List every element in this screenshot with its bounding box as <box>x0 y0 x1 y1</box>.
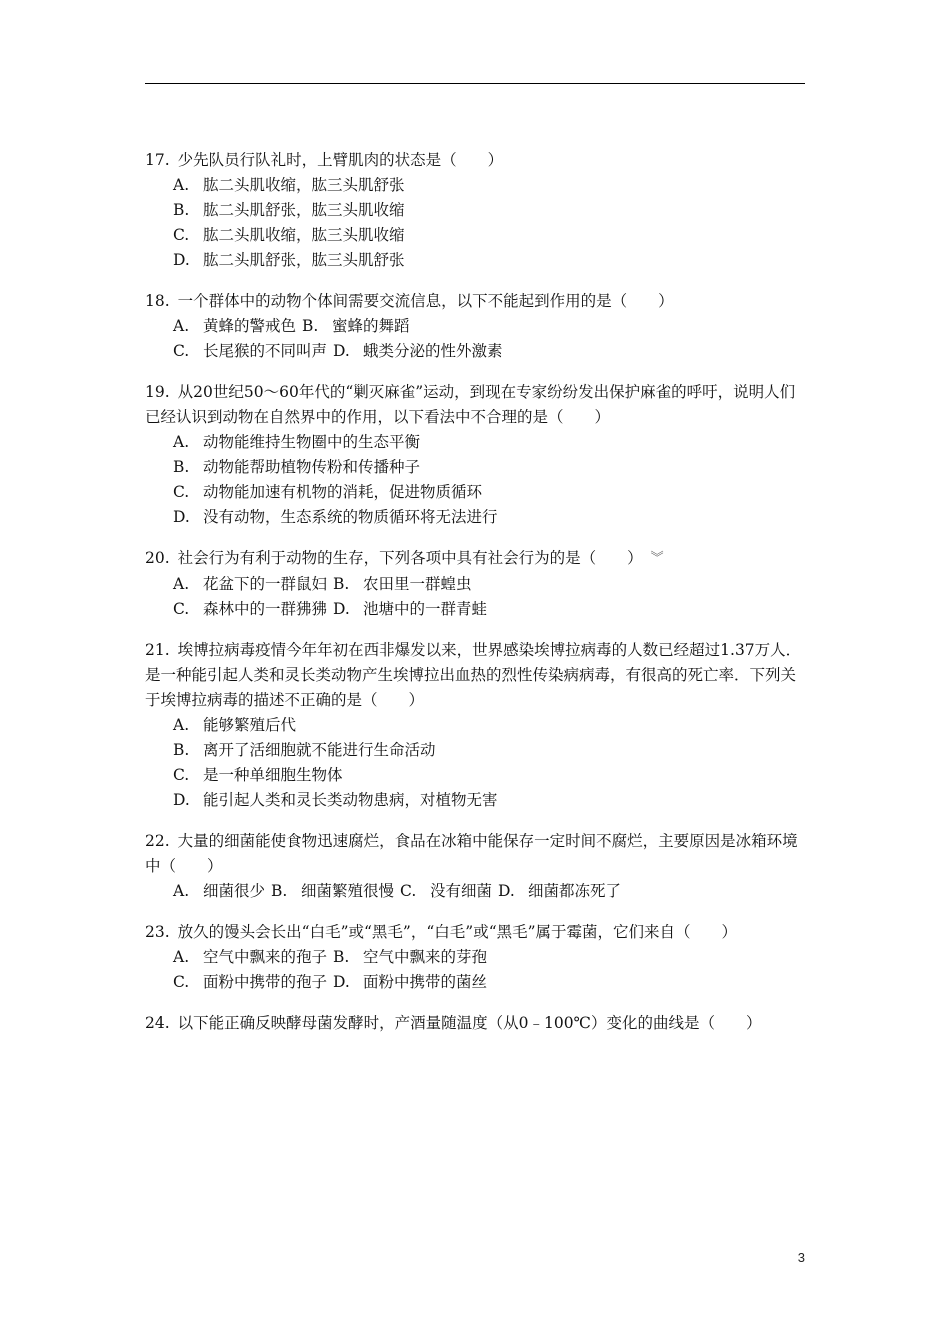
option-letter: B. <box>302 317 319 335</box>
question-item <box>145 920 810 995</box>
question-text: 少先队员行队礼时，上臂肌肉的状态是（ ） <box>177 151 504 169</box>
option-row <box>173 480 810 505</box>
option-letter: D. <box>173 251 190 269</box>
option-text: 池塘中的一群青蛙 <box>363 600 488 618</box>
option-text: 肱二头肌舒张，肱三头肌舒张 <box>203 251 405 269</box>
option-letter: A. <box>173 948 190 966</box>
question-item <box>145 829 810 904</box>
option-text: 肱二头肌收缩，肱三头肌收缩 <box>203 226 405 244</box>
question-text: 社会行为有利于动物的生存，下列各项中具有社会行为的是（ ） <box>177 549 643 567</box>
option-letter: D. <box>173 791 190 809</box>
option-row <box>173 455 810 480</box>
option-row <box>173 763 810 788</box>
question-number: 19. <box>145 383 170 401</box>
option-row <box>173 339 810 364</box>
option-letter: D. <box>333 600 350 618</box>
question-text: 放久的馒头会长出“白毛”或“黑毛”，“白毛”或“黑毛”属于霉菌，它们来自（ ） <box>177 923 738 941</box>
option-row <box>173 945 810 970</box>
option-text: 农田里一群蝗虫 <box>363 575 472 593</box>
question-stem <box>145 380 810 430</box>
question-number: 17. <box>145 151 170 169</box>
option-text: 是一种单细胞生物体 <box>203 766 343 784</box>
option-row <box>173 970 810 995</box>
option-letter: D. <box>333 342 350 360</box>
option-text: 能够繁殖后代 <box>203 716 297 734</box>
option-text: 动物能维持生物圈中的生态平衡 <box>203 433 421 451</box>
option-letter: B. <box>333 575 350 593</box>
question-stem <box>145 1011 810 1036</box>
question-number: 18. <box>145 292 170 310</box>
question-item <box>145 546 810 622</box>
option-text: 长尾猴的不同叫声 <box>203 342 328 360</box>
question-number: 23. <box>145 923 170 941</box>
question-item <box>145 380 810 530</box>
option-letter: C. <box>173 766 190 784</box>
question-stem <box>145 546 810 572</box>
option-letter: B. <box>333 948 350 966</box>
option-letter: C. <box>173 226 190 244</box>
option-text: 花盆下的一群鼠妇 <box>203 575 328 593</box>
option-text: 肱二头肌收缩，肱三头肌舒张 <box>203 176 405 194</box>
option-letter: C. <box>173 483 190 501</box>
option-text: 黄蜂的警戒色 <box>203 317 297 335</box>
option-letter: A. <box>173 433 190 451</box>
option-row <box>173 879 810 904</box>
question-item <box>145 1011 810 1036</box>
option-text: 没有细菌 <box>430 882 493 900</box>
option-row <box>173 173 810 198</box>
option-text: 动物能帮助植物传粉和传播种子 <box>203 458 421 476</box>
question-stem <box>145 829 810 879</box>
question-text: 以下能正确反映酵母菌发酵时，产酒量随温度（从0﹣100℃）变化的曲线是（ ） <box>177 1014 762 1032</box>
option-letter: C. <box>173 973 190 991</box>
page-number: 3 <box>797 1250 805 1265</box>
option-row <box>173 738 810 763</box>
option-letter: B. <box>173 741 190 759</box>
option-row <box>173 505 810 530</box>
option-text: 蜜蜂的舞蹈 <box>332 317 410 335</box>
option-row <box>173 223 810 248</box>
option-letter: C. <box>173 342 190 360</box>
option-text: 没有动物，生态系统的物质循环将无法进行 <box>203 508 498 526</box>
option-letter: A. <box>173 882 190 900</box>
option-text: 细菌都冻死了 <box>528 882 622 900</box>
question-number: 22. <box>145 832 170 850</box>
question-item <box>145 638 810 813</box>
option-row <box>173 430 810 455</box>
option-text: 森林中的一群狒狒 <box>203 600 328 618</box>
option-row <box>173 788 810 813</box>
option-text: 空气中飘来的孢子 <box>203 948 328 966</box>
option-text: 能引起人类和灵长类动物患病，对植物无害 <box>203 791 498 809</box>
question-stem <box>145 638 810 713</box>
option-text: 肱二头肌舒张，肱三头肌收缩 <box>203 201 405 219</box>
option-text: 面粉中携带的孢子 <box>203 973 328 991</box>
option-letter: A. <box>173 317 190 335</box>
question-text: 从20世纪50～60年代的“剿灭麻雀”运动，到现在专家纷纷发出保护麻雀的呼吁，说明人们已经认识到动物在自然界中的作用，以下看法中不合理的是（ ） <box>145 383 796 426</box>
option-letter: B. <box>173 458 190 476</box>
question-text: 埃博拉病毒疫情今年年初在西非爆发以来，世界感染埃博拉病毒的人数已经超过1.37万人．是一种能引起人类和灵长类动物产生埃博拉出血热的烈性传染病病毒，有很高的死亡率．下列关于埃博拉病毒的描述不正确的是（ ） <box>145 641 802 709</box>
option-letter: A. <box>173 575 190 593</box>
question-list <box>145 148 810 1052</box>
option-row <box>173 713 810 738</box>
option-letter: A. <box>173 176 190 194</box>
option-row <box>173 597 810 622</box>
option-text: 空气中飘来的芽孢 <box>363 948 488 966</box>
option-row <box>173 248 810 273</box>
question-number: 21. <box>145 641 170 659</box>
question-number: 24. <box>145 1014 170 1032</box>
question-text: 大量的细菌能使食物迅速腐烂，食品在冰箱中能保存一定时间不腐烂，主要原因是冰箱环境中（ ） <box>145 832 798 875</box>
option-letter: A. <box>173 716 190 734</box>
stray-mark: ︾ <box>650 551 664 566</box>
option-letter: D. <box>498 882 515 900</box>
question-item <box>145 148 810 273</box>
option-letter: D. <box>333 973 350 991</box>
option-letter: C. <box>400 882 417 900</box>
question-text: 一个群体中的动物个体间需要交流信息，以下不能起到作用的是（ ） <box>177 292 674 310</box>
option-text: 面粉中携带的菌丝 <box>363 973 488 991</box>
option-row <box>173 198 810 223</box>
question-stem <box>145 289 810 314</box>
question-item <box>145 289 810 364</box>
option-letter: C. <box>173 600 190 618</box>
header-rule <box>145 83 805 84</box>
option-text: 离开了活细胞就不能进行生命活动 <box>203 741 436 759</box>
option-text: 蛾类分泌的性外激素 <box>363 342 503 360</box>
option-letter: B. <box>173 201 190 219</box>
option-letter: D. <box>173 508 190 526</box>
option-text: 动物能加速有机物的消耗，促进物质循环 <box>203 483 483 501</box>
question-stem <box>145 148 810 173</box>
question-number: 20. <box>145 549 170 567</box>
option-row <box>173 572 810 597</box>
question-stem <box>145 920 810 945</box>
option-letter: B. <box>271 882 288 900</box>
option-text: 细菌繁殖很慢 <box>301 882 395 900</box>
option-text: 细菌很少 <box>203 882 266 900</box>
option-row <box>173 314 810 339</box>
